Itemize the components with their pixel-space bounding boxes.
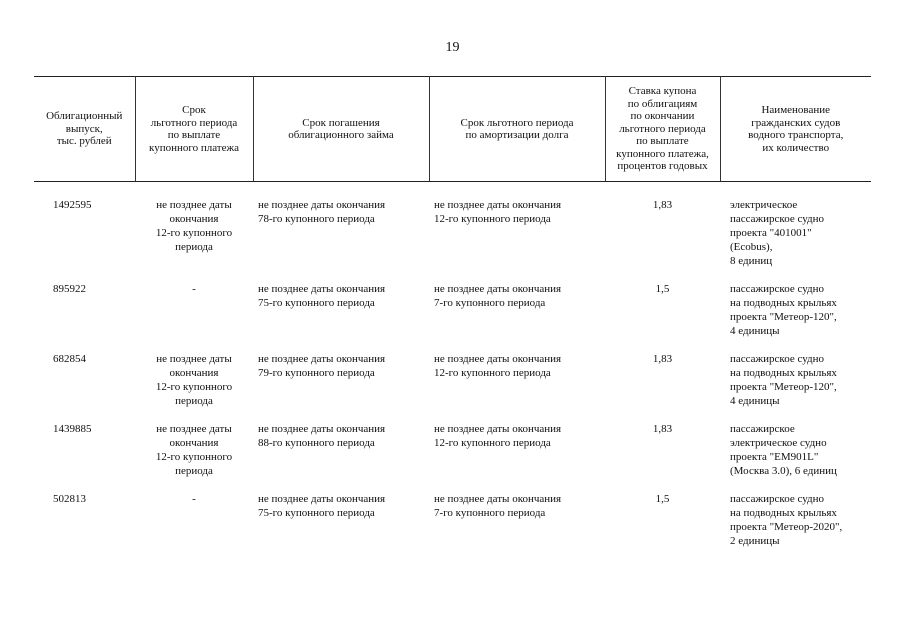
bond-issues-table bbox=[34, 76, 871, 562]
table-row bbox=[34, 352, 871, 422]
cell-vessels bbox=[720, 282, 871, 352]
cell-line: окончания bbox=[169, 367, 219, 379]
cell-line: 12-го купонного периода bbox=[434, 213, 551, 225]
cell-line: 7-го купонного периода bbox=[434, 297, 546, 309]
table-row bbox=[34, 492, 871, 562]
cell-vessels bbox=[720, 352, 871, 422]
page-number: 19 bbox=[445, 40, 460, 55]
cell-value: 1,5 bbox=[655, 283, 670, 295]
cell-line: электрическое судно bbox=[730, 437, 827, 449]
cell-value: 1,5 bbox=[655, 493, 670, 505]
header-row bbox=[34, 77, 871, 182]
header-line: Наименование bbox=[761, 104, 831, 116]
cell-line: не позднее даты окончания bbox=[434, 353, 562, 365]
cell-line: периода bbox=[175, 395, 213, 407]
cell-value: 502813 bbox=[53, 493, 86, 505]
cell-amortization-grace-period bbox=[429, 282, 605, 352]
table-body bbox=[34, 182, 871, 563]
cell-coupon-rate bbox=[605, 492, 720, 562]
cell-line: 79-го купонного периода bbox=[258, 367, 375, 379]
cell-amortization-grace-period bbox=[429, 492, 605, 562]
cell-coupon-rate bbox=[605, 422, 720, 492]
header-line: по окончании bbox=[630, 110, 695, 123]
header-line: Срок льготного периода bbox=[460, 116, 574, 129]
cell-line: не позднее даты bbox=[156, 353, 232, 365]
cell-line: пассажирское судно bbox=[730, 353, 824, 365]
header-coupon-grace-period bbox=[135, 77, 253, 182]
table-row bbox=[34, 422, 871, 492]
header-line: купонного платежа bbox=[149, 141, 239, 154]
header-line: по выплате bbox=[636, 135, 689, 148]
cell-maturity bbox=[253, 352, 429, 422]
cell-line: не позднее даты окончания bbox=[258, 493, 386, 505]
header-line: облигационного займа bbox=[288, 129, 394, 141]
table-header bbox=[34, 77, 871, 182]
cell-amortization-grace-period bbox=[429, 182, 605, 283]
cell-maturity bbox=[253, 182, 429, 283]
cell-line: проекта "ЕМ901L" bbox=[730, 451, 819, 463]
header-maturity bbox=[253, 77, 429, 182]
header-line: льготного периода bbox=[150, 116, 238, 129]
cell-line: не позднее даты bbox=[156, 199, 232, 211]
header-line: по облигациям bbox=[627, 97, 698, 110]
header-line: Ставка купона bbox=[628, 85, 697, 98]
cell-line: 12-го купонного bbox=[155, 227, 233, 239]
header-line: выпуск, bbox=[65, 122, 103, 135]
cell-maturity bbox=[253, 282, 429, 352]
cell-value: 1,83 bbox=[652, 423, 673, 435]
cell-coupon-rate bbox=[605, 352, 720, 422]
header-line: по выплате bbox=[167, 129, 221, 141]
cell-line: на подводных крыльях bbox=[730, 507, 837, 519]
cell-line: 12-го купонного bbox=[155, 381, 233, 393]
cell-line: - bbox=[192, 283, 196, 295]
cell-line: периода bbox=[175, 465, 213, 477]
header-bond-issue bbox=[34, 77, 135, 182]
header-line: Срок bbox=[182, 104, 206, 116]
cell-coupon-grace-period bbox=[135, 422, 253, 492]
cell-line: не позднее даты окончания bbox=[258, 423, 386, 435]
cell-line: пассажирское судно bbox=[730, 283, 824, 295]
cell-line: (Ecobus), bbox=[730, 241, 773, 253]
cell-line: не позднее даты окончания bbox=[258, 283, 386, 295]
cell-maturity bbox=[253, 422, 429, 492]
cell-line: пассажирское судно bbox=[730, 493, 824, 505]
cell-value: 1439885 bbox=[53, 423, 92, 435]
header-line: купонного платежа, bbox=[616, 147, 709, 160]
cell-line: 75-го купонного периода bbox=[258, 507, 375, 519]
cell-coupon-grace-period bbox=[135, 182, 253, 283]
cell-line: - bbox=[192, 493, 196, 505]
cell-line: на подводных крыльях bbox=[730, 367, 837, 379]
cell-bond-issue bbox=[34, 422, 135, 492]
cell-line: 12-го купонного периода bbox=[434, 367, 551, 379]
table-row bbox=[34, 282, 871, 352]
cell-line: 78-го купонного периода bbox=[258, 213, 375, 225]
cell-vessels bbox=[720, 492, 871, 562]
cell-line: 12-го купонного периода bbox=[434, 437, 551, 449]
cell-line: проекта "Метеор-120", bbox=[730, 381, 837, 393]
cell-line: проекта "Метеор-2020", bbox=[730, 521, 843, 533]
cell-line: проекта "401001" bbox=[730, 227, 812, 239]
cell-line: пассажирское bbox=[730, 423, 795, 435]
cell-line: не позднее даты окончания bbox=[434, 423, 562, 435]
cell-line: 88-го купонного периода bbox=[258, 437, 375, 449]
cell-bond-issue bbox=[34, 492, 135, 562]
cell-line: окончания bbox=[169, 213, 219, 225]
header-line: их количество bbox=[762, 141, 830, 154]
cell-line: периода bbox=[175, 241, 213, 253]
header-line: льготного периода bbox=[619, 122, 706, 135]
cell-amortization-grace-period bbox=[429, 352, 605, 422]
header-coupon-rate bbox=[605, 77, 720, 182]
cell-value: 1,83 bbox=[652, 353, 673, 365]
cell-line: 7-го купонного периода bbox=[434, 507, 546, 519]
cell-line: на подводных крыльях bbox=[730, 297, 837, 309]
cell-line: пассажирское судно bbox=[730, 213, 824, 225]
cell-line: 4 единицы bbox=[730, 325, 780, 337]
cell-amortization-grace-period bbox=[429, 422, 605, 492]
cell-line: 2 единицы bbox=[730, 535, 780, 547]
header-line: гражданских судов bbox=[751, 116, 841, 129]
cell-line: 8 единиц bbox=[730, 255, 773, 267]
cell-line: проекта "Метеор-120", bbox=[730, 311, 837, 323]
cell-line: не позднее даты окончания bbox=[434, 283, 562, 295]
header-line: тыс. рублей bbox=[56, 135, 112, 148]
cell-value: 1,83 bbox=[652, 199, 673, 211]
cell-line: 4 единицы bbox=[730, 395, 780, 407]
cell-bond-issue bbox=[34, 182, 135, 283]
cell-line: (Москва 3.0), 6 единиц bbox=[730, 465, 837, 477]
cell-line: 75-го купонного периода bbox=[258, 297, 375, 309]
header-line: процентов годовых bbox=[617, 160, 708, 173]
cell-vessels bbox=[720, 422, 871, 492]
cell-value: 895922 bbox=[53, 283, 86, 295]
cell-maturity bbox=[253, 492, 429, 562]
cell-line: окончания bbox=[169, 437, 219, 449]
cell-value: 1492595 bbox=[53, 199, 92, 211]
cell-line: не позднее даты окончания bbox=[258, 199, 386, 211]
cell-vessels bbox=[720, 182, 871, 283]
cell-line: электрическое bbox=[730, 199, 798, 211]
cell-coupon-grace-period bbox=[135, 492, 253, 562]
header-line: водного транспорта, bbox=[748, 129, 844, 141]
cell-line: не позднее даты окончания bbox=[434, 493, 562, 505]
cell-line: не позднее даты окончания bbox=[258, 353, 386, 365]
cell-coupon-rate bbox=[605, 282, 720, 352]
header-amortization-grace-period bbox=[429, 77, 605, 182]
header-line: по амортизации долга bbox=[465, 129, 569, 141]
cell-bond-issue bbox=[34, 282, 135, 352]
header-line: Облигационный bbox=[46, 110, 123, 123]
cell-line: не позднее даты окончания bbox=[434, 199, 562, 211]
header-line: Срок погашения bbox=[302, 116, 380, 129]
cell-line: 12-го купонного bbox=[155, 451, 233, 463]
cell-coupon-grace-period bbox=[135, 352, 253, 422]
cell-bond-issue bbox=[34, 352, 135, 422]
header-vessels bbox=[720, 77, 871, 182]
cell-coupon-rate bbox=[605, 182, 720, 283]
table-row bbox=[34, 182, 871, 283]
cell-coupon-grace-period bbox=[135, 282, 253, 352]
cell-value: 682854 bbox=[53, 353, 86, 365]
cell-line: не позднее даты bbox=[156, 423, 232, 435]
